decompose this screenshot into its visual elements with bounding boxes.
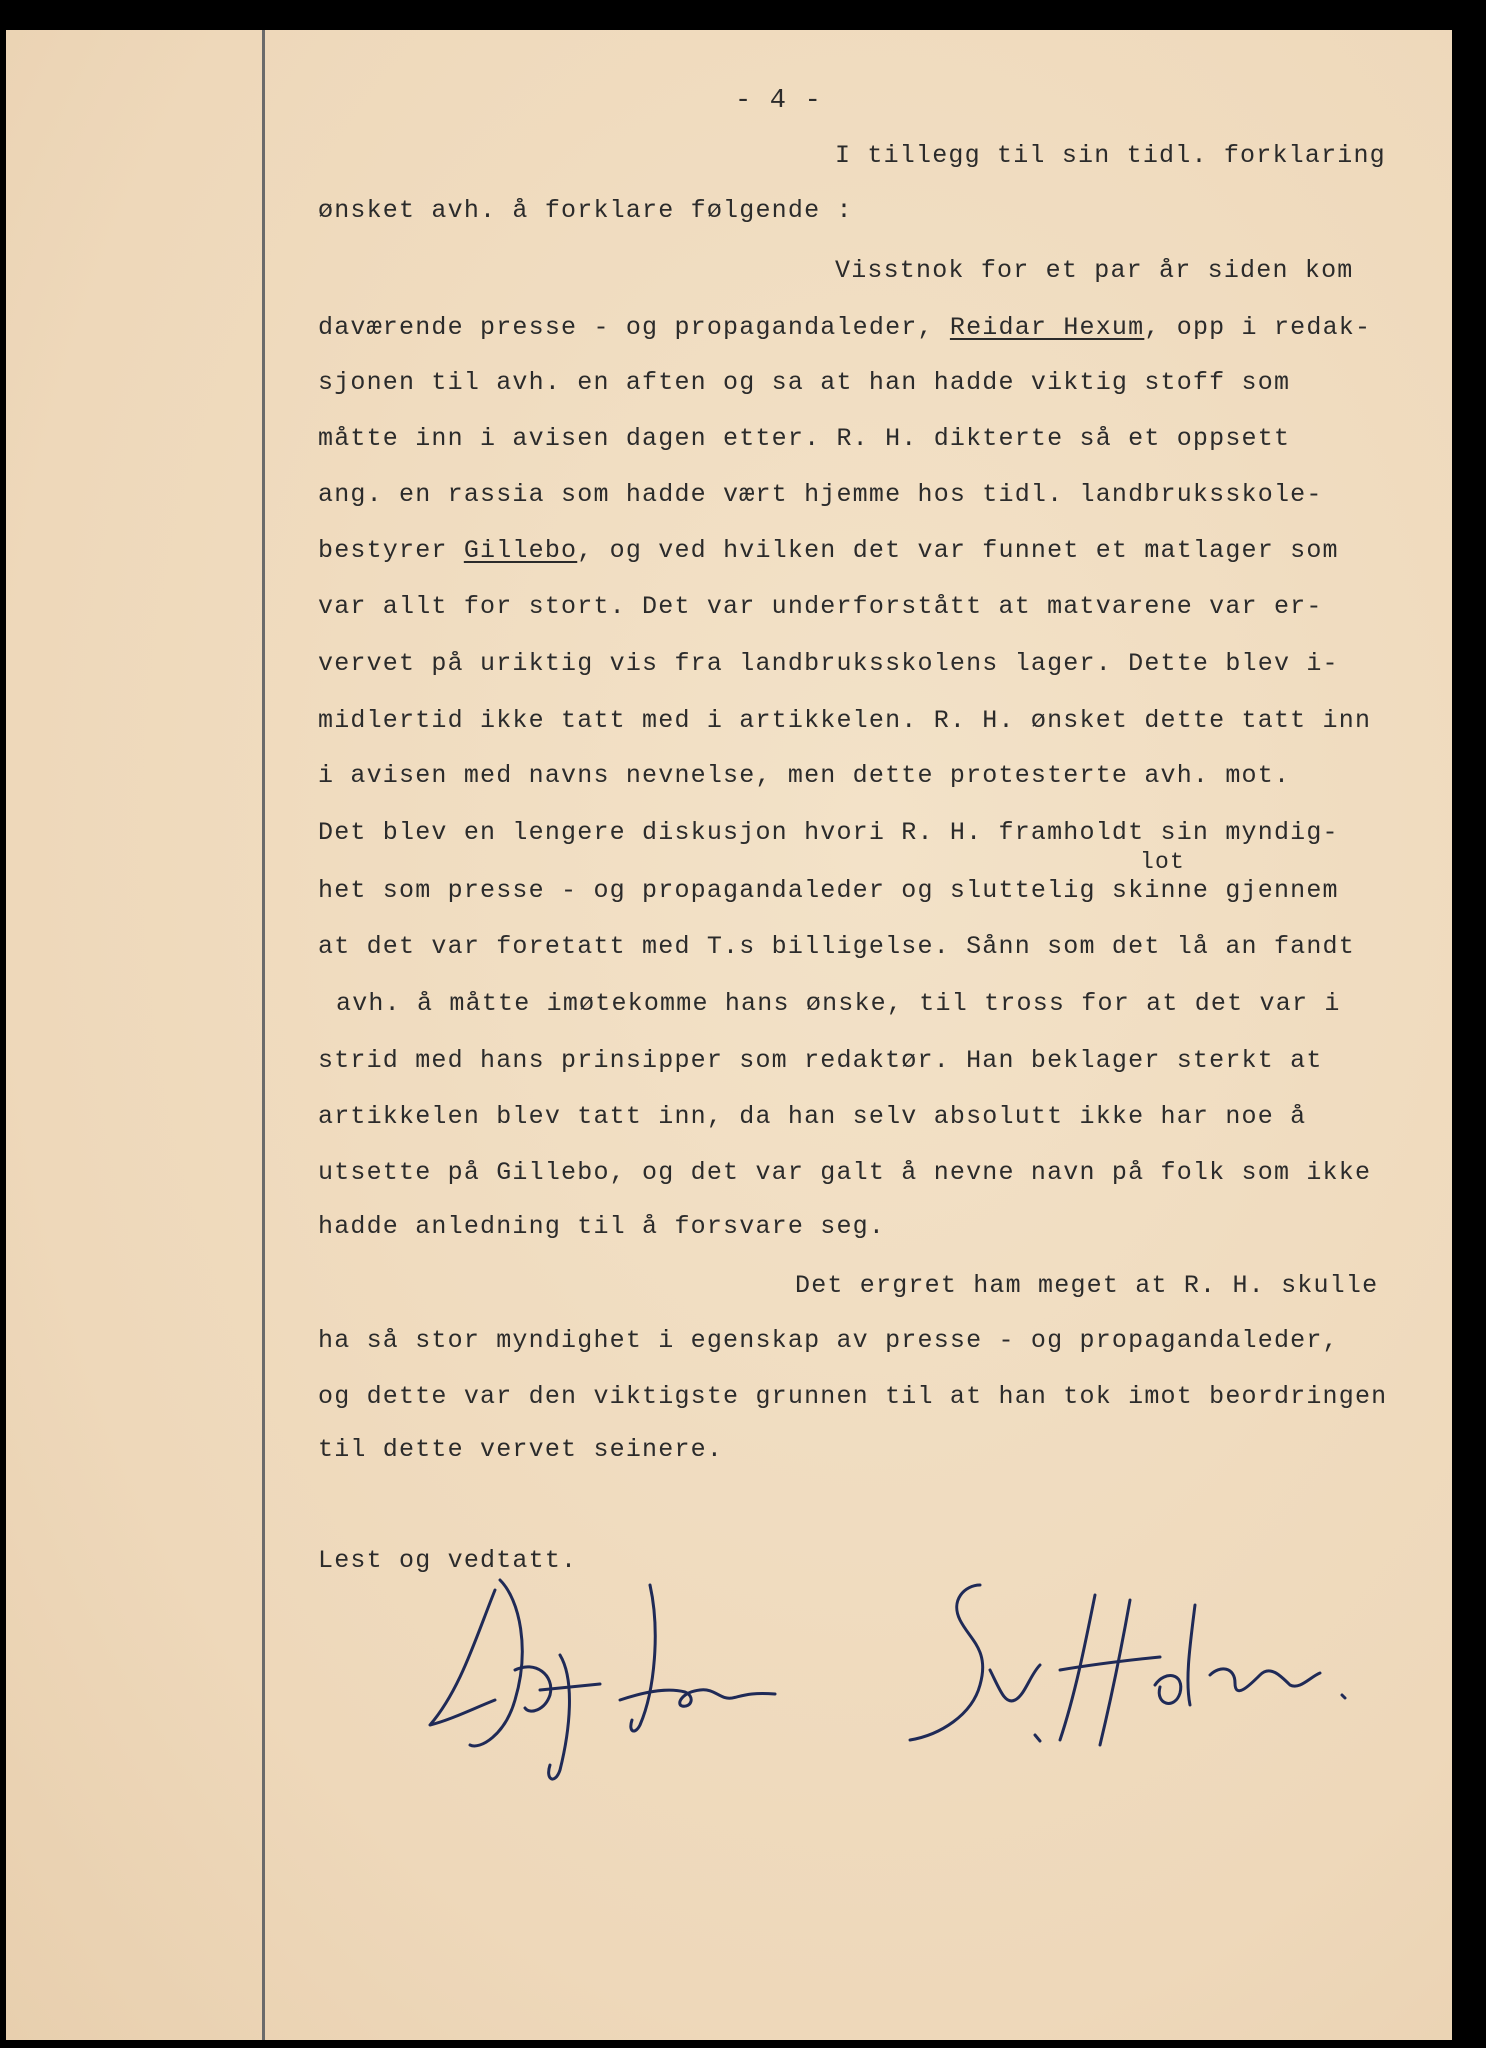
line-2: ønsket avh. å forklare følgende : <box>318 196 853 225</box>
line-6: måtte inn i avisen dagen etter. R. H. dikterte så et oppsett <box>318 424 1291 453</box>
line-16: avh. å måtte imøtekomme hans ønske, til tross for at det var i <box>336 989 1341 1018</box>
line-5: sjonen til avh. en aften og sa at han hadde viktig stoff som <box>318 368 1291 397</box>
line-9: var allt for stort. Det var underforstått at matvarene var er- <box>318 592 1323 621</box>
line-12: i avisen med navns nevnelse, men dette protesterte avh. mot. <box>318 761 1291 790</box>
line-8-c: , og ved hvilken det var funnet et matlager som <box>577 536 1339 565</box>
closing-line: Lest og vedtatt. <box>318 1546 578 1575</box>
line-14: het som presse - og propagandaleder og sluttelig skinne gjennem <box>318 876 1339 905</box>
line-23: og dette var den viktigste grunnen til at han tok imot beordringen <box>318 1382 1388 1411</box>
line-4-a: daværende presse - og propagandaleder, <box>318 313 934 342</box>
line-8-a: bestyrer <box>318 536 448 565</box>
line-18: artikkelen blev tatt inn, da han selv absolutt ikke har noe å <box>318 1102 1307 1131</box>
interlinear-correction: lot <box>1140 849 1186 875</box>
page-number: - 4 - <box>735 86 823 116</box>
line-8 <box>318 538 1339 563</box>
line-15: at det var foretatt med T.s billigelse. Sånn som det lå an fandt <box>318 932 1355 961</box>
line-4 <box>318 315 1371 340</box>
line-3: Visstnok for et par år siden kom <box>835 256 1354 285</box>
line-17: strid med hans prinsipper som redaktør. Han beklager sterkt at <box>318 1046 1323 1075</box>
name-reidar-hexum: Reidar Hexum <box>949 313 1145 342</box>
signature-left <box>410 1560 790 1790</box>
line-4-c: , opp i redak- <box>1144 313 1372 342</box>
line-13: Det blev en lengere diskusjon hvori R. H. framholdt sin myndig- <box>318 818 1339 847</box>
signature-right <box>890 1565 1360 1795</box>
line-20: hadde anledning til å forsvare seg. <box>318 1212 886 1241</box>
line-24: til dette vervet seinere. <box>318 1435 724 1464</box>
line-19: utsette på Gillebo, og det var galt å nevne navn på folk som ikke <box>318 1158 1372 1187</box>
line-22: ha så stor myndighet i egenskap av presse - og propagandaleder, <box>318 1326 1339 1355</box>
margin-rule <box>262 30 265 2040</box>
line-21: Det ergret ham meget at R. H. skulle <box>795 1271 1379 1300</box>
line-7: ang. en rassia som hadde vært hjemme hos tidl. landbruksskole- <box>318 480 1323 509</box>
line-1: I tillegg til sin tidl. forklaring <box>835 141 1386 170</box>
line-10: vervet på uriktig vis fra landbruksskolens lager. Dette blev i- <box>318 649 1339 678</box>
name-gillebo: Gillebo <box>463 536 578 565</box>
line-11: midlertid ikke tatt med i artikkelen. R. H. ønsket dette tatt inn <box>318 706 1372 735</box>
